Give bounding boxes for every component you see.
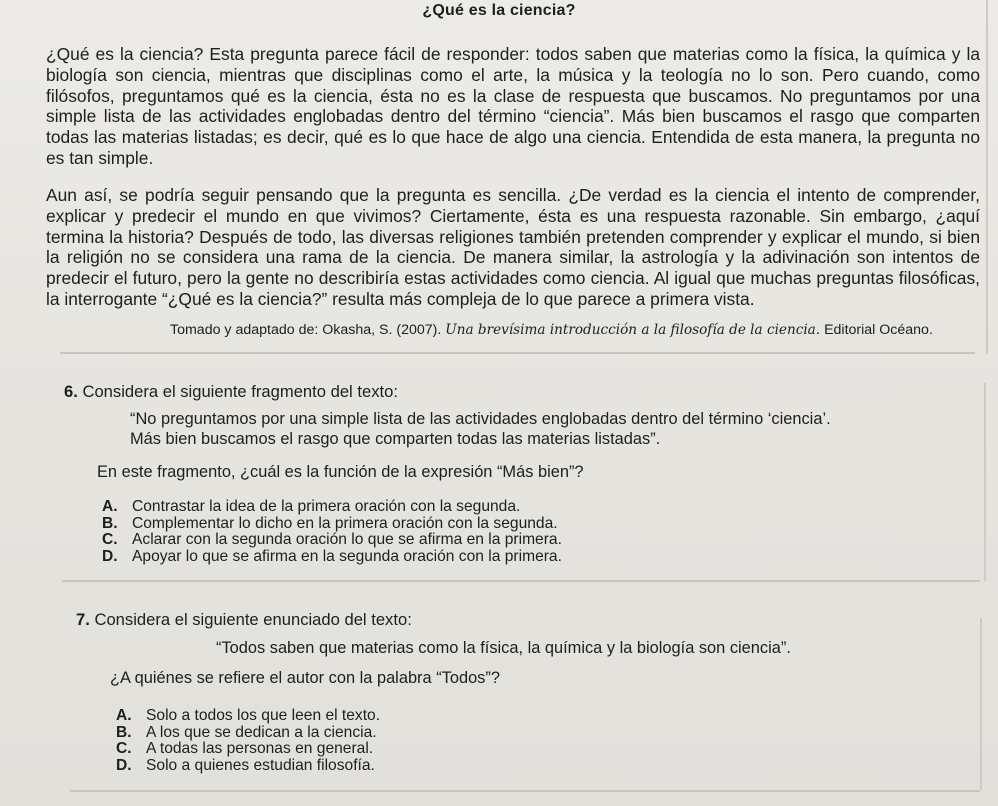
question-6-number: 6. xyxy=(64,382,78,401)
option-6c[interactable]: C. Aclarar con la segunda oración lo que se afirma en la primera. xyxy=(102,531,562,548)
question-6-text: En este fragmento, ¿cuál es la función de la expresión “Más bien”? xyxy=(97,463,584,481)
question-6-prompt xyxy=(64,382,398,402)
source-prefix: Tomado y adaptado de: Okasha, S. (2007). xyxy=(170,322,442,338)
box-edge xyxy=(980,618,982,790)
option-7b[interactable]: B. A los que se dedican a la ciencia. xyxy=(116,723,377,741)
paragraph-2: Aun así, se podría seguir pensando que la pregunta es sencilla. ¿De verdad es la ciencia el intento de comprender, explicar y predecir el mundo en que vivimos? Ciertamente, ésta es una respuesta razonable. Sin embargo, ¿aquí termina la historia? Después de todo, las diversas religiones también pretenden comprender y explicar el mundo, si bien la religión no se considera una rama de la ciencia. De manera similar, la astrología y la adivinación son intentos de predecir el futuro, pero la gente no describiría estas actividades como ciencia. Al igual que muchas preguntas filosóficas, la interrogante “¿Qué es la ciencia?” resulta más compleja de lo que parece a primera vista. xyxy=(46,185,980,309)
paragraph-1: ¿Qué es la ciencia? Esta pregunta parece fácil de responder: todos saben que materias como la física, la química y la biología son ciencia, mientras que disciplinas como el arte, la música y la teología no lo son. Pero cuando, como filósofos, preguntamos qué es la ciencia, ésta no es la clase de respuesta que buscamos. No preguntamos por una simple lista de las actividades englobadas dentro del término “ciencia”. Más bien buscamos el rasgo que comparten todas las materias listadas; es decir, qué es lo que hace de algo una ciencia. Entendida de esta manera, la pregunta no es tan simple. xyxy=(46,44,980,168)
question-6-quote-line-1: “No preguntamos por una simple lista de las actividades englobadas dentro del término ‘ciencia’. xyxy=(130,410,831,428)
question-7-prompt-text: Considera el siguiente enunciado del texto: xyxy=(94,610,412,629)
box-edge xyxy=(984,383,986,581)
question-7-number: 7. xyxy=(76,610,90,629)
divider xyxy=(60,352,975,354)
source-citation xyxy=(170,322,970,338)
source-publisher: Editorial Océano. xyxy=(824,322,933,338)
option-7d[interactable]: D. Solo a quienes estudian filosofía. xyxy=(116,756,375,774)
divider xyxy=(62,580,980,582)
divider xyxy=(70,790,980,792)
option-6b[interactable]: B. Complementar lo dicho en la primera oración con la segunda. xyxy=(102,514,558,532)
box-edge xyxy=(986,0,988,354)
question-6-prompt-text: Considera el siguiente fragmento del texto: xyxy=(82,382,398,401)
option-7a[interactable]: A. Solo a todos los que leen el texto. xyxy=(116,707,381,724)
question-6-options xyxy=(102,499,562,565)
question-6-quote-line-2: Más bien buscamos el rasgo que comparten todas las materias listadas”. xyxy=(130,430,661,448)
question-7-text: ¿A quiénes se refiere el autor con la palabra “Todos”? xyxy=(110,669,500,687)
question-6-quote xyxy=(130,409,831,449)
page-title: ¿Qué es la ciencia? xyxy=(422,2,576,19)
question-7-options xyxy=(116,708,380,774)
question-7-prompt xyxy=(76,610,412,630)
option-6d[interactable]: D. Apoyar lo que se afirma en la segunda oración con la primera. xyxy=(102,547,562,565)
option-6a[interactable]: A. Contrastar la idea de la primera oración con la segunda. xyxy=(102,498,521,515)
question-7-quote: “Todos saben que materias como la física, la química y la biología son ciencia”. xyxy=(216,639,791,657)
source-book-title: Una brevísima introducción a la filosofía de la ciencia. xyxy=(445,322,821,338)
option-7c[interactable]: C. A todas las personas en general. xyxy=(116,740,374,757)
